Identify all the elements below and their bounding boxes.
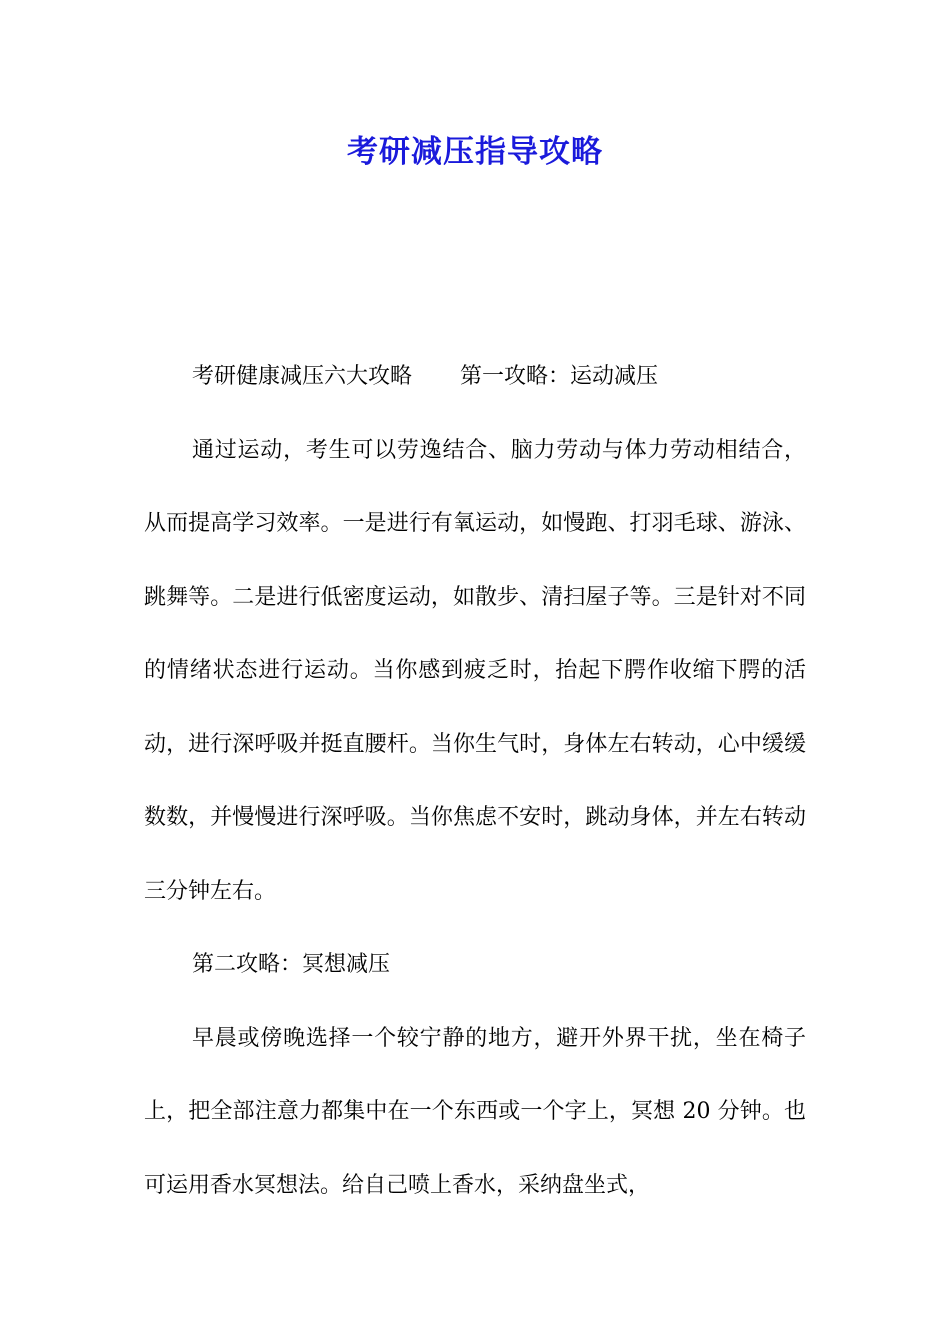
document-title: 考研减压指导攻略 <box>347 134 603 170</box>
document-body <box>144 340 806 1222</box>
section-heading: 第二攻略：冥想减压 <box>192 952 391 977</box>
paragraph-heading-line <box>144 340 806 414</box>
paragraph: 通过运动，考生可以劳逸结合、脑力劳动与体力劳动相结合，从而提高学习效率。一是进行有氧运动，如慢跑、打羽毛球、游泳、跳舞等。二是进行低密度运动，如散步、清扫屋子等。三是针对不同的情绪状态进行运动。当你感到疲乏时，抬起下腭作收缩下腭的活动，进行深呼吸并挺直腰杆。当你生气时，身体左右转动，心中缓缓数数，并慢慢进行深呼吸。当你焦虑不安时，跳动身体，并左右转动三分钟左右。 <box>144 437 806 904</box>
paragraph: 早晨或傍晚选择一个较宁静的地方，避开外界干扰，坐在椅子上，把全部注意力都集中在一个东西或一个字上，冥想 20 分钟。也可运用香水冥想法。给自己喷上香水，采纳盘坐式， <box>144 1025 806 1198</box>
section-heading: 第一攻略：运动减压 <box>460 364 659 389</box>
section-heading: 考研健康减压六大攻略 <box>192 364 413 389</box>
